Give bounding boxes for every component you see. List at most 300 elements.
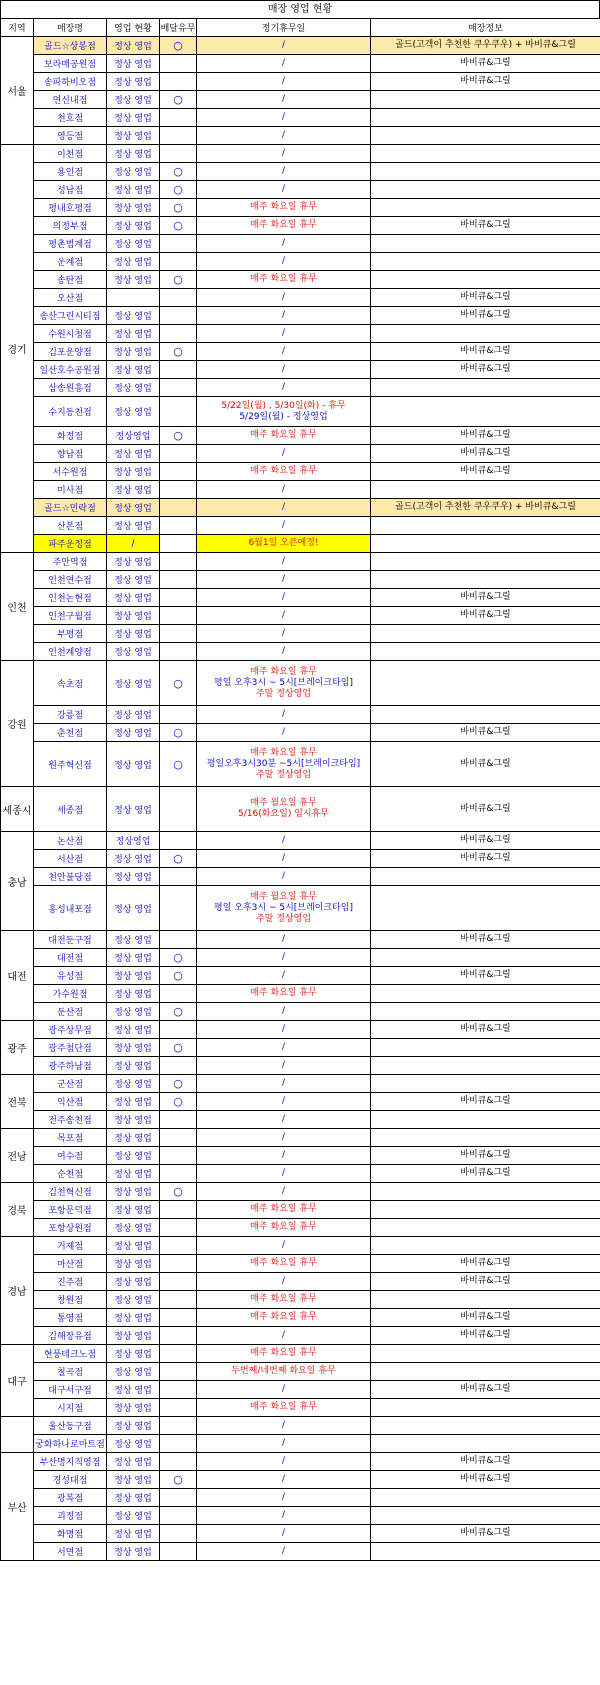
region-cell: 인천 <box>1 553 34 661</box>
store-info-cell: 바비큐&그릴 <box>371 361 600 379</box>
status-cell: 정상 영업 <box>107 55 160 73</box>
store-name: 영등점 <box>34 127 107 145</box>
holiday-cell <box>197 787 371 832</box>
store-info-cell: 바비큐&그릴 <box>371 343 600 361</box>
store-info-cell <box>371 949 600 967</box>
holiday-cell <box>197 1057 371 1075</box>
holiday-cell <box>197 571 371 589</box>
holiday-line: 매주 화요일 휴무 <box>250 274 317 284</box>
store-name: 군산점 <box>34 1075 107 1093</box>
status-cell: 정상 영업 <box>107 1363 160 1381</box>
status-cell: 정상 영업 <box>107 1039 160 1057</box>
holiday-line: 5/29일(월) - 정상영업 <box>239 411 328 422</box>
status-cell: 정상 영업 <box>107 1255 160 1273</box>
holiday-line: / <box>281 574 286 584</box>
holiday-line: / <box>281 1438 286 1448</box>
header-row <box>1 19 600 37</box>
holiday-cell <box>197 235 371 253</box>
store-info-cell <box>371 1111 600 1129</box>
table-row <box>1 481 600 499</box>
store-info-cell <box>371 91 600 109</box>
holiday-line: / <box>281 592 286 602</box>
holiday-cell <box>197 1165 371 1183</box>
status-cell: 정상 영업 <box>107 1003 160 1021</box>
status-cell <box>107 289 160 307</box>
store-name: 송파하비오점 <box>34 73 107 91</box>
holiday-cell <box>197 661 371 706</box>
status-cell: 정상 영업 <box>107 1453 160 1471</box>
holiday-cell <box>197 1219 371 1237</box>
delivery-cell: ○ <box>160 199 197 217</box>
holiday-line: / <box>281 1456 286 1466</box>
status-cell: 정상 영업 <box>107 37 160 55</box>
holiday-line: 매주 화요일 휴무 <box>250 1204 317 1214</box>
holiday-line: / <box>281 1330 286 1340</box>
header-delivery: 배달유무 <box>160 19 197 37</box>
store-info-cell <box>371 1201 600 1219</box>
delivery-cell <box>160 397 197 427</box>
store-info-cell <box>371 379 600 397</box>
table-row <box>1 949 600 967</box>
holiday-line: / <box>281 1114 286 1124</box>
delivery-cell <box>160 1255 197 1273</box>
holiday-line: / <box>281 646 286 656</box>
delivery-cell <box>160 1129 197 1147</box>
holiday-line: / <box>281 628 286 638</box>
holiday-cell <box>197 724 371 742</box>
table-row <box>1 1327 600 1345</box>
delivery-cell <box>160 1543 197 1561</box>
holiday-line: / <box>281 1168 286 1178</box>
table-row <box>1 1039 600 1057</box>
delivery-cell <box>160 235 197 253</box>
store-name: 송탄점 <box>34 271 107 289</box>
delivery-cell <box>160 643 197 661</box>
status-cell: 정상 영업 <box>107 607 160 625</box>
table-row <box>1 289 600 307</box>
holiday-cell <box>197 307 371 325</box>
table-row <box>1 931 600 949</box>
delivery-cell <box>160 127 197 145</box>
status-cell: 정상 영업 <box>107 1057 160 1075</box>
store-info-cell <box>371 145 600 163</box>
store-info-cell <box>371 553 600 571</box>
region-cell: 서울 <box>1 37 34 145</box>
table-row <box>1 253 600 271</box>
holiday-line: 매주 화요일 휴무 <box>250 1402 317 1412</box>
holiday-cell <box>197 1255 371 1273</box>
status-cell: 정상 영업 <box>107 787 160 832</box>
status-cell: 정상 영업 <box>107 706 160 724</box>
store-name: 광복점 <box>34 1489 107 1507</box>
holiday-line: / <box>281 1240 286 1250</box>
delivery-cell <box>160 1021 197 1039</box>
holiday-cell <box>197 427 371 445</box>
delivery-cell: ○ <box>160 343 197 361</box>
table-row <box>1 181 600 199</box>
holiday-cell <box>197 742 371 787</box>
holiday-cell <box>197 361 371 379</box>
store-info-cell <box>371 1075 600 1093</box>
delivery-cell <box>160 1111 197 1129</box>
holiday-line: / <box>281 610 286 620</box>
status-cell: 정상 영업 <box>107 397 160 427</box>
status-cell: 정상 영업 <box>107 1543 160 1561</box>
delivery-cell: ○ <box>160 37 197 55</box>
status-cell: 정상 영업 <box>107 253 160 271</box>
status-cell: 정상 영업 <box>107 1471 160 1489</box>
delivery-cell <box>160 1309 197 1327</box>
store-info-cell: 바비큐&그릴 <box>371 1309 600 1327</box>
store-info-cell: 바비큐&그릴 <box>371 931 600 949</box>
status-cell: 정상 영업 <box>107 1381 160 1399</box>
delivery-cell <box>160 931 197 949</box>
table-row <box>1 55 600 73</box>
delivery-cell: ○ <box>160 1471 197 1489</box>
store-name: 이천점 <box>34 145 107 163</box>
holiday-line: 매주 화요일 휴무 <box>250 747 317 758</box>
store-info-cell <box>371 481 600 499</box>
store-name: 평내호평점 <box>34 199 107 217</box>
store-name: 통영점 <box>34 1309 107 1327</box>
store-info-cell: 바비큐&그릴 <box>371 55 600 73</box>
holiday-line: 매주 화요일 휴무 <box>250 1294 317 1304</box>
holiday-line: 매주 화요일 휴무 <box>250 1348 317 1358</box>
delivery-cell: ○ <box>160 163 197 181</box>
table-row <box>1 271 600 289</box>
holiday-cell <box>197 553 371 571</box>
table-row <box>1 1201 600 1219</box>
status-cell: 정상 영업 <box>107 1237 160 1255</box>
table-row <box>1 1291 600 1309</box>
status-cell: 정상 영업 <box>107 463 160 481</box>
holiday-line: / <box>281 709 286 719</box>
holiday-cell <box>197 379 371 397</box>
status-cell: 정상 영업 <box>107 271 160 289</box>
store-name: 현풍테크노점 <box>34 1345 107 1363</box>
table-row <box>1 1417 600 1435</box>
holiday-line: / <box>281 1510 286 1520</box>
store-name: 인천구월점 <box>34 607 107 625</box>
store-info-cell <box>371 1039 600 1057</box>
delivery-cell: ○ <box>160 91 197 109</box>
store-name: 향남점 <box>34 445 107 463</box>
holiday-cell <box>197 1237 371 1255</box>
delivery-cell <box>160 1273 197 1291</box>
store-name: 유성점 <box>34 967 107 985</box>
holiday-line: / <box>281 1276 286 1286</box>
holiday-cell <box>197 1273 371 1291</box>
delivery-cell: ○ <box>160 1075 197 1093</box>
table-row <box>1 724 600 742</box>
store-name: 순천점 <box>34 1165 107 1183</box>
store-info-cell: 바비큐&그릴 <box>371 1381 600 1399</box>
holiday-cell <box>197 145 371 163</box>
store-info-cell <box>371 271 600 289</box>
table-row <box>1 1507 600 1525</box>
delivery-cell <box>160 1507 197 1525</box>
holiday-line: / <box>281 310 286 320</box>
table-row <box>1 199 600 217</box>
holiday-line: / <box>281 94 286 104</box>
store-info-cell <box>371 397 600 427</box>
holiday-cell <box>197 967 371 985</box>
status-cell: 정상 영업 <box>107 499 160 517</box>
holiday-line: / <box>281 448 286 458</box>
holiday-cell <box>197 289 371 307</box>
header-store-name: 매장명 <box>34 19 107 37</box>
holiday-line: / <box>281 853 286 863</box>
store-name: 파주운정점 <box>34 535 107 553</box>
holiday-cell <box>197 199 371 217</box>
store-name: 여수점 <box>34 1147 107 1165</box>
holiday-line: 평일 오후3시 ~ 5시[브레이크타임] <box>214 677 353 688</box>
region-cell: 세종시 <box>1 787 34 832</box>
status-cell: 정상 영업 <box>107 625 160 643</box>
status-cell: 정상 영업 <box>107 1147 160 1165</box>
holiday-line: / <box>281 130 286 140</box>
holiday-line: / <box>281 1546 286 1556</box>
holiday-cell <box>197 1489 371 1507</box>
store-info-cell: 바비큐&그릴 <box>371 1471 600 1489</box>
status-cell: 정상 영업 <box>107 379 160 397</box>
status-cell: 정상 영업 <box>107 1525 160 1543</box>
holiday-line: 매주 월요일 휴무 <box>250 798 317 808</box>
table-row <box>1 463 600 481</box>
store-name: 논산점 <box>34 832 107 850</box>
delivery-cell <box>160 73 197 91</box>
store-info-cell <box>371 661 600 706</box>
store-name: 천호점 <box>34 109 107 127</box>
header-store-info: 매장정보 <box>371 19 600 37</box>
status-cell: 정상 영업 <box>107 325 160 343</box>
table-row <box>1 145 600 163</box>
store-name: 골드☆민락점 <box>34 499 107 517</box>
table-row <box>1 379 600 397</box>
store-name: 일산호수공원점 <box>34 361 107 379</box>
status-cell: 정상 영업 <box>107 1291 160 1309</box>
holiday-line: / <box>281 1384 286 1394</box>
table-row <box>1 1309 600 1327</box>
table-row <box>1 850 600 868</box>
store-info-cell: 골드(고객이 추천한 쿠우쿠우) + 바비큐&그릴 <box>371 499 600 517</box>
store-info-cell: 바비큐&그릴 <box>371 967 600 985</box>
store-name: 대전점 <box>34 949 107 967</box>
table-row <box>1 1165 600 1183</box>
store-info-cell <box>371 1363 600 1381</box>
store-info-cell: 바비큐&그릴 <box>371 1255 600 1273</box>
delivery-cell <box>160 253 197 271</box>
table-row <box>1 1021 600 1039</box>
store-name: 원주혁신점 <box>34 742 107 787</box>
table-row <box>1 1381 600 1399</box>
holiday-cell <box>197 463 371 481</box>
holiday-line: / <box>281 364 286 374</box>
store-info-cell <box>371 325 600 343</box>
store-name: 용인점 <box>34 163 107 181</box>
holiday-cell <box>197 1021 371 1039</box>
region-cell: 경남 <box>1 1237 34 1345</box>
region-cell: 대구 <box>1 1345 34 1417</box>
holiday-line: 두번째/네번째 화요일 휴무 <box>231 1366 336 1376</box>
status-cell: 정상 영업 <box>107 985 160 1003</box>
delivery-cell <box>160 868 197 886</box>
status-cell: 정상 영업 <box>107 724 160 742</box>
delivery-cell: ○ <box>160 1093 197 1111</box>
store-name: 광주상무점 <box>34 1021 107 1039</box>
store-info-cell: 바비큐&그릴 <box>371 832 600 850</box>
store-name: 경성대점 <box>34 1471 107 1489</box>
holiday-line: / <box>281 328 286 338</box>
holiday-cell <box>197 832 371 850</box>
table-row <box>1 967 600 985</box>
status-cell: 정상 영업 <box>107 661 160 706</box>
region-cell: 경북 <box>1 1183 34 1237</box>
holiday-line: / <box>281 256 286 266</box>
holiday-cell <box>197 1129 371 1147</box>
delivery-cell: ○ <box>160 1039 197 1057</box>
table-row <box>1 37 600 55</box>
delivery-cell: ○ <box>160 217 197 235</box>
delivery-cell <box>160 1453 197 1471</box>
holiday-line: / <box>281 1096 286 1106</box>
store-info-cell: 바비큐&그릴 <box>371 1165 600 1183</box>
store-name: 가수원점 <box>34 985 107 1003</box>
holiday-line: / <box>281 520 286 530</box>
holiday-line: / <box>281 1042 286 1052</box>
table-row <box>1 1525 600 1543</box>
table-row <box>1 643 600 661</box>
status-cell: 정상 영업 <box>107 571 160 589</box>
holiday-cell <box>197 1147 371 1165</box>
delivery-cell <box>160 481 197 499</box>
region-cell: 부산 <box>1 1453 34 1561</box>
delivery-cell: ○ <box>160 724 197 742</box>
store-info-cell: 바비큐&그릴 <box>371 589 600 607</box>
holiday-line: / <box>281 484 286 494</box>
status-cell: 정상 영업 <box>107 1093 160 1111</box>
store-name: 서산점 <box>34 850 107 868</box>
table-row <box>1 1453 600 1471</box>
status-cell: 정상 영업 <box>107 361 160 379</box>
delivery-cell: ○ <box>160 181 197 199</box>
status-cell: 정상 영업 <box>107 850 160 868</box>
table-row <box>1 1075 600 1093</box>
status-cell: 정상 영업 <box>107 1165 160 1183</box>
store-info-cell <box>371 163 600 181</box>
store-info-cell: 바비큐&그릴 <box>371 307 600 325</box>
store-name: 익산점 <box>34 1093 107 1111</box>
holiday-cell <box>197 127 371 145</box>
store-info-cell: 바비큐&그릴 <box>371 463 600 481</box>
store-info-cell: 바비큐&그릴 <box>371 217 600 235</box>
status-cell: 정상 영업 <box>107 199 160 217</box>
store-name: 평촌범계점 <box>34 235 107 253</box>
status-cell: 정상 영업 <box>107 181 160 199</box>
table-row <box>1 832 600 850</box>
table-row <box>1 307 600 325</box>
delivery-cell <box>160 886 197 931</box>
delivery-cell <box>160 517 197 535</box>
holiday-line: / <box>281 148 286 158</box>
store-name: 주안역점 <box>34 553 107 571</box>
store-info-cell: 바비큐&그릴 <box>371 289 600 307</box>
holiday-line: 주말 정상영업 <box>255 913 312 924</box>
holiday-cell <box>197 1345 371 1363</box>
table-row <box>1 109 600 127</box>
store-name: 전주송천점 <box>34 1111 107 1129</box>
holiday-cell <box>197 1327 371 1345</box>
region-cell: 전남 <box>1 1129 34 1183</box>
holiday-line: / <box>281 556 286 566</box>
holiday-line: / <box>281 934 286 944</box>
holiday-line: / <box>281 1528 286 1538</box>
delivery-cell <box>160 1525 197 1543</box>
store-info-cell <box>371 1435 600 1453</box>
delivery-cell <box>160 307 197 325</box>
store-name: 김포운양점 <box>34 343 107 361</box>
store-info-cell <box>371 127 600 145</box>
holiday-cell <box>197 949 371 967</box>
store-info-cell <box>371 625 600 643</box>
holiday-cell <box>197 886 371 931</box>
holiday-line: / <box>281 346 286 356</box>
store-name: 진주점 <box>34 1273 107 1291</box>
holiday-line: / <box>281 166 286 176</box>
store-info-cell <box>371 1183 600 1201</box>
store-name: 울산동구점 <box>34 1417 107 1435</box>
store-table <box>0 18 600 1561</box>
holiday-cell <box>197 1183 371 1201</box>
holiday-cell <box>197 91 371 109</box>
table-row <box>1 343 600 361</box>
table-row <box>1 1489 600 1507</box>
table-row <box>1 1219 600 1237</box>
region-cell: 경기 <box>1 145 34 553</box>
table-row <box>1 217 600 235</box>
store-name: 성남점 <box>34 181 107 199</box>
store-name: 대전둔구점 <box>34 931 107 949</box>
store-name: 춘천점 <box>34 724 107 742</box>
holiday-cell <box>197 163 371 181</box>
store-info-cell: 바비큐&그릴 <box>371 1093 600 1111</box>
delivery-cell <box>160 55 197 73</box>
table-row <box>1 589 600 607</box>
store-name: 오산점 <box>34 289 107 307</box>
store-name: 대구서구점 <box>34 1381 107 1399</box>
delivery-cell <box>160 535 197 553</box>
store-info-cell: 바비큐&그릴 <box>371 73 600 91</box>
table-row <box>1 1471 600 1489</box>
status-cell: 정상 영업 <box>107 886 160 931</box>
table-row <box>1 1255 600 1273</box>
store-name: 칠곡점 <box>34 1363 107 1381</box>
holiday-cell <box>197 607 371 625</box>
store-name: 부평점 <box>34 625 107 643</box>
holiday-line: 매주 화요일 휴무 <box>250 988 317 998</box>
status-cell: 정상 영업 <box>107 949 160 967</box>
table-row <box>1 661 600 706</box>
table-row <box>1 1183 600 1201</box>
table-row <box>1 1093 600 1111</box>
region-cell <box>1 1417 34 1453</box>
store-name: 송산그린시티점 <box>34 307 107 325</box>
table-row <box>1 73 600 91</box>
delivery-cell <box>160 1489 197 1507</box>
header-region: 지역 <box>1 19 34 37</box>
store-name: 시지점 <box>34 1399 107 1417</box>
holiday-line: / <box>281 727 286 737</box>
